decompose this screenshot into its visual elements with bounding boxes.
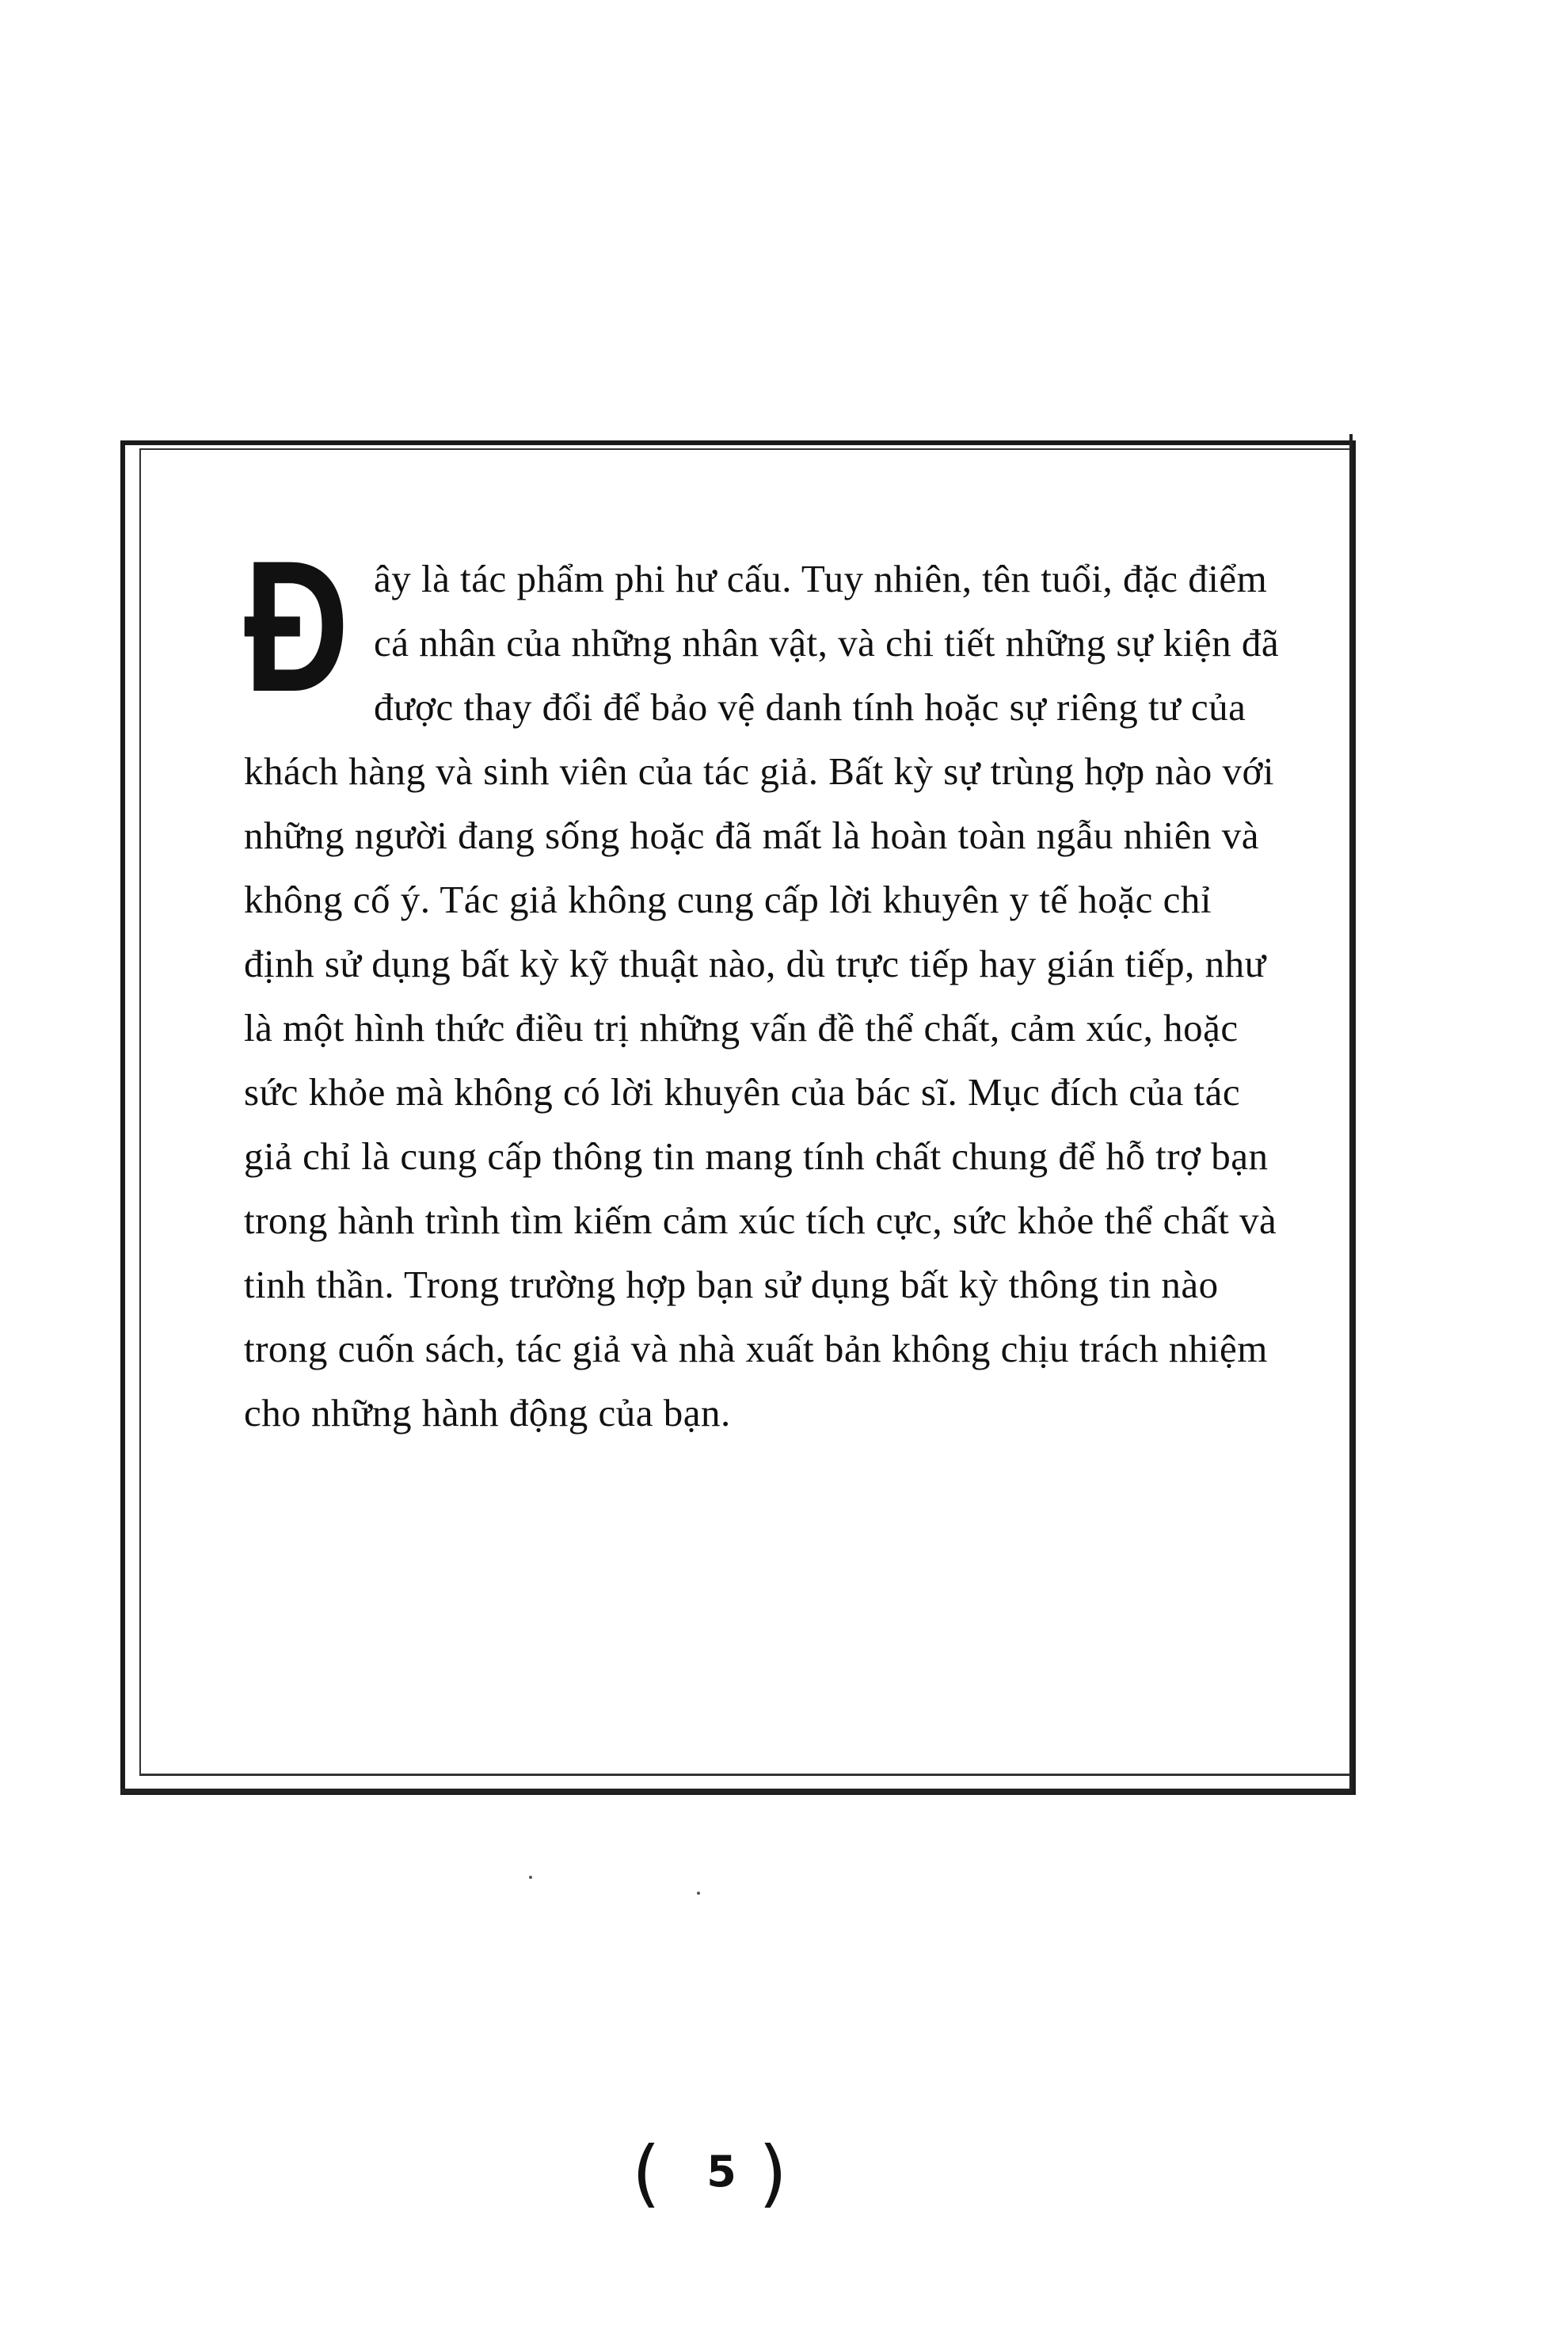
drop-cap: Đ — [244, 522, 349, 731]
page-number-left-bracket: ( — [632, 2131, 660, 2216]
page-number-right-bracket: ) — [759, 2131, 787, 2216]
frame-edge-right — [1349, 434, 1353, 1790]
disclaimer-paragraph: ây là tác phẩm phi hư cấu. Tuy nhiên, tên tuổi, đặc điểm cá nhân của những nhân vật, và chi tiết những sự kiện đã được thay đổi để bảo vệ danh tính hoặc sự riêng tư của khách hàng và sinh viên của tác giả. Bất kỳ sự trùng hợp nào với những người đang sống hoặc đã mất là hoàn toàn ngẫu nhiên và không cố ý. Tác giả không cung cấp lời khuyên y tế hoặc chỉ định sử dụng bất kỳ kỹ thuật nào, dù trực tiếp hay gián tiếp, như là một hình thức điều trị những vấn đề thể chất, cảm xúc, hoặc sức khỏe mà không có lời khuyên của bác sĩ. Mục đích của tác giả chỉ là cung cấp thông tin mang tính chất chung để hỗ trợ bạn trong hành trình tìm kiếm cảm xúc tích cực, sức khỏe thể chất và tinh thần. Trong trường hợp bạn sử dụng bất kỳ thông tin nào trong cuốn sách, tác giả và nhà xuất bản không chịu trách nhiệm cho những hành động của bạn. — [244, 557, 1280, 1435]
disclaimer-text-block — [244, 522, 1281, 1445]
frame-edge-bottom — [120, 1789, 1353, 1793]
scan-speck — [697, 1892, 700, 1895]
page-number-footer — [626, 2131, 816, 2216]
page-number: 5 — [706, 2147, 736, 2197]
scan-speck — [529, 1876, 532, 1879]
